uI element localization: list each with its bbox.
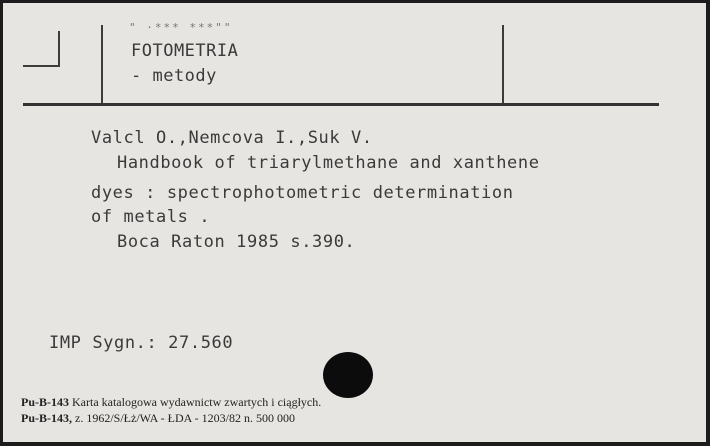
entry-title-line-2: dyes : spectrophotometric determination <box>91 183 514 203</box>
footer-form-code-2: Pu-B-143, <box>21 411 72 425</box>
entry-imprint: Boca Raton 1985 s.390. <box>117 232 356 252</box>
entry-title-line-1: Handbook of triarylmethane and xanthene <box>117 153 540 173</box>
footer-line-1 <box>21 395 321 410</box>
footer-form-code: Pu-B-143 <box>21 395 69 409</box>
header-divider-right <box>502 25 504 105</box>
catalog-card <box>3 3 706 442</box>
punch-hole <box>323 352 373 398</box>
entry-authors: Valcl O.,Nemcova I.,Suk V. <box>91 128 373 148</box>
entry-title-line-3: of metals . <box>91 207 211 227</box>
footer-form-description: Karta katalogowa wydawnictw zwartych i ciągłych. <box>72 395 322 409</box>
entry-signature: IMP Sygn.: 27.560 <box>49 333 234 353</box>
header-scribble: " ·*** ***"" <box>129 21 233 34</box>
subject-heading: FOTOMETRIA <box>131 41 239 61</box>
footer-print-info: z. 1962/S/Łż/WA - ŁDA - 1203/82 n. 500 000 <box>75 411 295 425</box>
subject-subheading: - metody <box>131 66 217 86</box>
header-rule <box>23 103 659 106</box>
corner-box <box>23 31 60 67</box>
header-divider-left <box>101 25 103 105</box>
footer-line-2 <box>21 411 295 426</box>
